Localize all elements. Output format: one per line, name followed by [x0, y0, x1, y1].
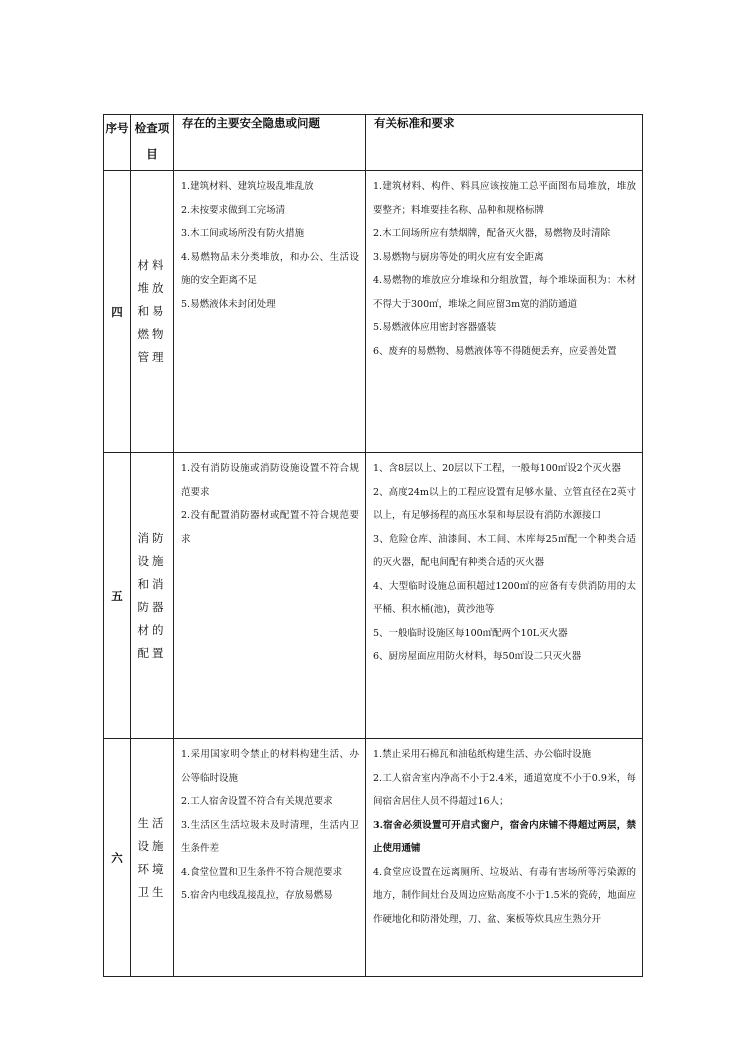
standard-item-emphasized: 3.宿舍必须设置可开启式窗户，宿舍内床铺不得超过两层，禁止使用通铺	[373, 819, 636, 854]
row-item: 消防设施和消防器材的配置	[131, 453, 174, 739]
issue-item: 1.采用国家明令禁止的材料构建生活、办公等临时设施	[181, 749, 359, 784]
issue-item: 5.宿舍内电线乱接乱拉，存放易燃易	[181, 890, 333, 901]
standard-item: 5、一般临时设施区每100㎡配两个10L灭火器	[373, 627, 568, 639]
issues-cell	[174, 739, 366, 977]
header-standards: 有关标准和要求	[366, 115, 643, 171]
standards-cell	[366, 171, 643, 453]
row-seq: 四	[104, 171, 131, 453]
standards-cell	[366, 453, 643, 739]
issue-item: 2.未按要求做到工完场清	[181, 204, 286, 216]
standard-item: 3、危险仓库、油漆间、木工间、木库每25㎡配一个种类合适的灭火器，配电间配有种类合适的灭火器	[373, 533, 636, 568]
issue-item: 3.生活区生活垃圾未及时清理，生活内卫生条件差	[181, 819, 359, 854]
header-seq: 序号	[104, 115, 131, 171]
standard-item: 4.易燃物的堆放应分堆垛和分组放置，每个堆垛面积为：木材不得大于300㎡，堆垛之间应留3m宽的消防通道	[373, 275, 636, 310]
table-row	[104, 453, 643, 739]
standard-item: 3.易燃物与厨房等处的明火应有安全距离	[373, 251, 544, 263]
standard-item: 1.建筑材料、构件、料具应该按施工总平面图布局堆放，堆放要整齐；料堆要挂名称、品种和规格标牌	[373, 181, 636, 216]
row-seq: 六	[104, 739, 131, 977]
header-item: 检查项目	[131, 115, 174, 171]
issue-item: 2.工人宿舍设置不符合有关规范要求	[181, 796, 333, 807]
row-seq: 五	[104, 453, 131, 739]
row-item: 材料堆放和易燃物管理	[131, 171, 174, 453]
standard-item: 6、废弃的易燃物、易燃液体等不得随便丢弃，应妥善处置	[373, 345, 617, 357]
table-row	[104, 739, 643, 977]
issue-item: 1.没有消防设施或消防设施设置不符合规范要求	[181, 463, 359, 498]
issue-item: 4.易燃物品未分类堆放，和办公、生活设施的安全距离不足	[181, 251, 359, 286]
standards-cell	[366, 739, 643, 977]
standard-item: 4、大型临时设施总面积超过1200㎡的应备有专供消防用的太平桶、积水桶(池)，黄沙池等	[373, 580, 636, 615]
standard-item: 2.木工间场所应有禁烟牌，配备灭火器，易燃物及时清除	[373, 228, 611, 239]
issue-item: 4.食堂位置和卫生条件不符合规范要求	[181, 866, 343, 878]
standard-item: 5.易燃液体应用密封容器盛装	[373, 322, 497, 333]
standard-item: 1、含8层以上、20层以下工程，一般每100㎡设2个灭火器	[373, 463, 621, 474]
issue-item: 5.易燃液体未封闭处理	[181, 298, 276, 310]
header-issues: 存在的主要安全隐患或问题	[174, 115, 366, 171]
standard-item: 2.工人宿舍室内净高不小于2.4米，通道宽度不小于0.9米，每间宿舍居住人员不得超过16人；	[373, 772, 636, 807]
standard-item: 6、厨房屋面应用防火材料，每50㎡设二只灭火器	[373, 651, 582, 662]
issue-item: 3.木工间或场所没有防火措施	[181, 228, 305, 239]
issues-cell	[174, 453, 366, 739]
standard-item: 1.禁止采用石棉瓦和油毡纸构建生活、办公临时设施	[373, 749, 592, 760]
table-header-row	[104, 115, 643, 171]
row-item: 生活设施环境卫生	[131, 739, 174, 977]
standard-item: 4.食堂应设置在远离厕所、垃圾站、有毒有害场所等污染源的地方，制作间灶台及周边应贴高度不小于1.5米的瓷砖，地面应作硬地化和防滑处理，刀、盆、案板等炊具应生熟分开	[373, 866, 636, 925]
issue-item: 2.没有配置消防器材或配置不符合规范要求	[181, 510, 359, 545]
standard-item: 2、高度24m以上的工程应设置有足够水量、立管直径在2英寸以上，有足够扬程的高压水泵和每层设有消防水源接口	[373, 486, 636, 521]
issue-item: 1.建筑材料、建筑垃圾乱堆乱放	[181, 181, 314, 192]
issues-cell	[174, 171, 366, 453]
table-row	[104, 171, 643, 453]
safety-inspection-table	[103, 114, 643, 977]
